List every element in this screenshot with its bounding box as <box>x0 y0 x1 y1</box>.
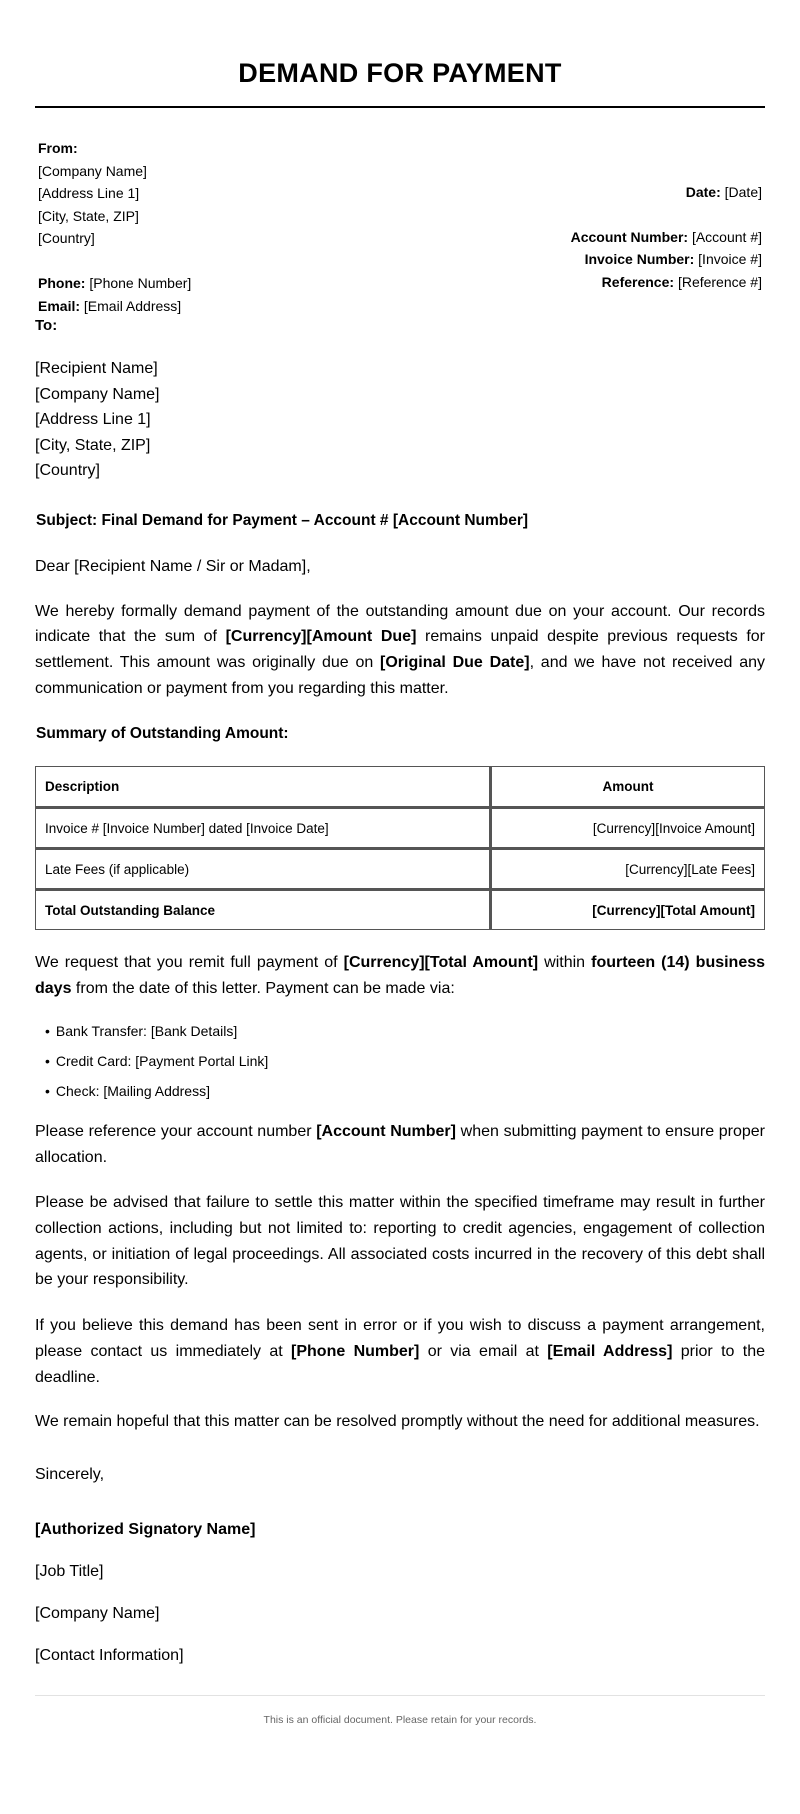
recipient-block <box>35 356 765 484</box>
summary-title: Summary of Outstanding Amount: <box>36 725 289 743</box>
sender-label: From: <box>38 140 78 156</box>
row-amount: [Currency][Late Fees] <box>491 848 765 889</box>
table-total-row <box>35 889 765 930</box>
date-value: [Date] <box>724 184 762 200</box>
paragraph-closing-remark: We remain hopeful that this matter can be resolved promptly without the need for additional measures. <box>35 1413 760 1431</box>
sender-phone-value: [Phone Number] <box>89 274 192 291</box>
column-header-amount: Amount <box>491 766 765 807</box>
letter-header <box>35 108 765 316</box>
row-description: Invoice # [Invoice Number] dated [Invoice Date] <box>35 807 491 848</box>
table-header-row <box>35 766 765 807</box>
closing: Sincerely, <box>35 1465 105 1483</box>
paragraph-warning: Please be advised that failure to settle this matter within the specified timeframe may result in further collection actions, including but not limited to: reporting to credit agencies, engagement of collection agents, or initiation of legal proceedings. All associated costs incurred in the recovery of this debt shall be your responsibility. <box>35 1194 765 1289</box>
sender-line: [Address Line 1] <box>38 185 140 202</box>
invoice-number-value: [Invoice #] <box>698 251 762 268</box>
sender-line: [City, State, ZIP] <box>38 207 139 224</box>
account-number-value: [Account #] <box>691 228 762 245</box>
total-amount: [Currency][Total Amount] <box>491 889 765 930</box>
recipient-line: [Address Line 1] <box>35 411 151 429</box>
table-row <box>35 848 765 889</box>
reference-label: Reference: <box>601 273 675 290</box>
sender-email <box>38 295 191 318</box>
reference-value: [Reference #] <box>677 273 762 290</box>
account-number-field <box>571 226 762 249</box>
signatory-company: [Company Name] <box>35 1604 160 1622</box>
sender-block <box>38 137 191 317</box>
document-title: DEMAND FOR PAYMENT <box>238 58 562 88</box>
summary-table <box>35 766 765 930</box>
footer-divider <box>35 1695 765 1696</box>
paragraph-contact: If you believe this demand has been sent in error or if you wish to discuss a payment arrangement, please contact us immediately at [Phone Number] or via email at [Email Address] prior to the deadline. <box>35 1317 766 1386</box>
list-item: • Check: [Mailing Address] <box>45 1076 765 1106</box>
recipient-line: [Country] <box>35 462 100 480</box>
sender-phone-label: Phone: <box>38 274 86 291</box>
table-row <box>35 807 765 848</box>
row-amount: [Currency][Invoice Amount] <box>491 807 765 848</box>
invoice-number-field <box>571 248 762 271</box>
reference-field <box>571 271 762 294</box>
total-description: Total Outstanding Balance <box>35 889 491 930</box>
greeting: Dear [Recipient Name / Sir or Madam], <box>35 557 311 575</box>
subject-line: Subject: Final Demand for Payment – Account # [Account Number] <box>36 511 529 529</box>
paragraph-demand: We hereby formally demand payment of the outstanding amount due on your account. Our records indicate that the sum of [Currency][Amount Due] remains unpaid despite previous requests for settlement. This amount was originally due on [Original Due Date], and we have not received any communication or payment from you regarding this matter. <box>35 602 766 697</box>
sender-line: [Country] <box>38 230 95 247</box>
signatory-name: [Authorized Signatory Name] <box>35 1520 256 1538</box>
recipient-line: [City, State, ZIP] <box>35 436 151 454</box>
signatory-contact: [Contact Information] <box>35 1646 184 1664</box>
sender-phone <box>38 272 191 295</box>
paragraph-payment-request: We request that you remit full payment of [Currency][Total Amount] within fourteen (14) business days from the date of this letter. Payment can be made via: <box>35 954 766 998</box>
recipient-line: [Company Name] <box>35 385 160 403</box>
row-description: Late Fees (if applicable) <box>35 848 491 889</box>
list-item: • Credit Card: [Payment Portal Link] <box>45 1046 765 1076</box>
paragraph-reference: Please reference your account number [Account Number] when submitting payment to ensure proper allocation. <box>35 1122 766 1166</box>
sender-email-label: Email: <box>38 297 81 314</box>
signatory-job-title: [Job Title] <box>35 1562 104 1580</box>
list-item: • Bank Transfer: [Bank Details] <box>45 1016 765 1046</box>
recipient-line: [Recipient Name] <box>35 360 158 377</box>
recipient-label: To: <box>35 317 58 334</box>
payment-methods-list <box>35 1016 765 1106</box>
date-field <box>571 181 762 204</box>
date-label: Date: <box>685 184 721 200</box>
reference-block <box>571 181 762 293</box>
account-number-label: Account Number: <box>570 228 689 245</box>
sender-line: [Company Name] <box>38 162 147 179</box>
sender-email-value: [Email Address] <box>83 297 182 314</box>
column-header-description: Description <box>35 766 491 807</box>
footer-note: This is an official document. Please retain for your records. <box>263 1713 537 1726</box>
invoice-number-label: Invoice Number: <box>584 251 695 268</box>
